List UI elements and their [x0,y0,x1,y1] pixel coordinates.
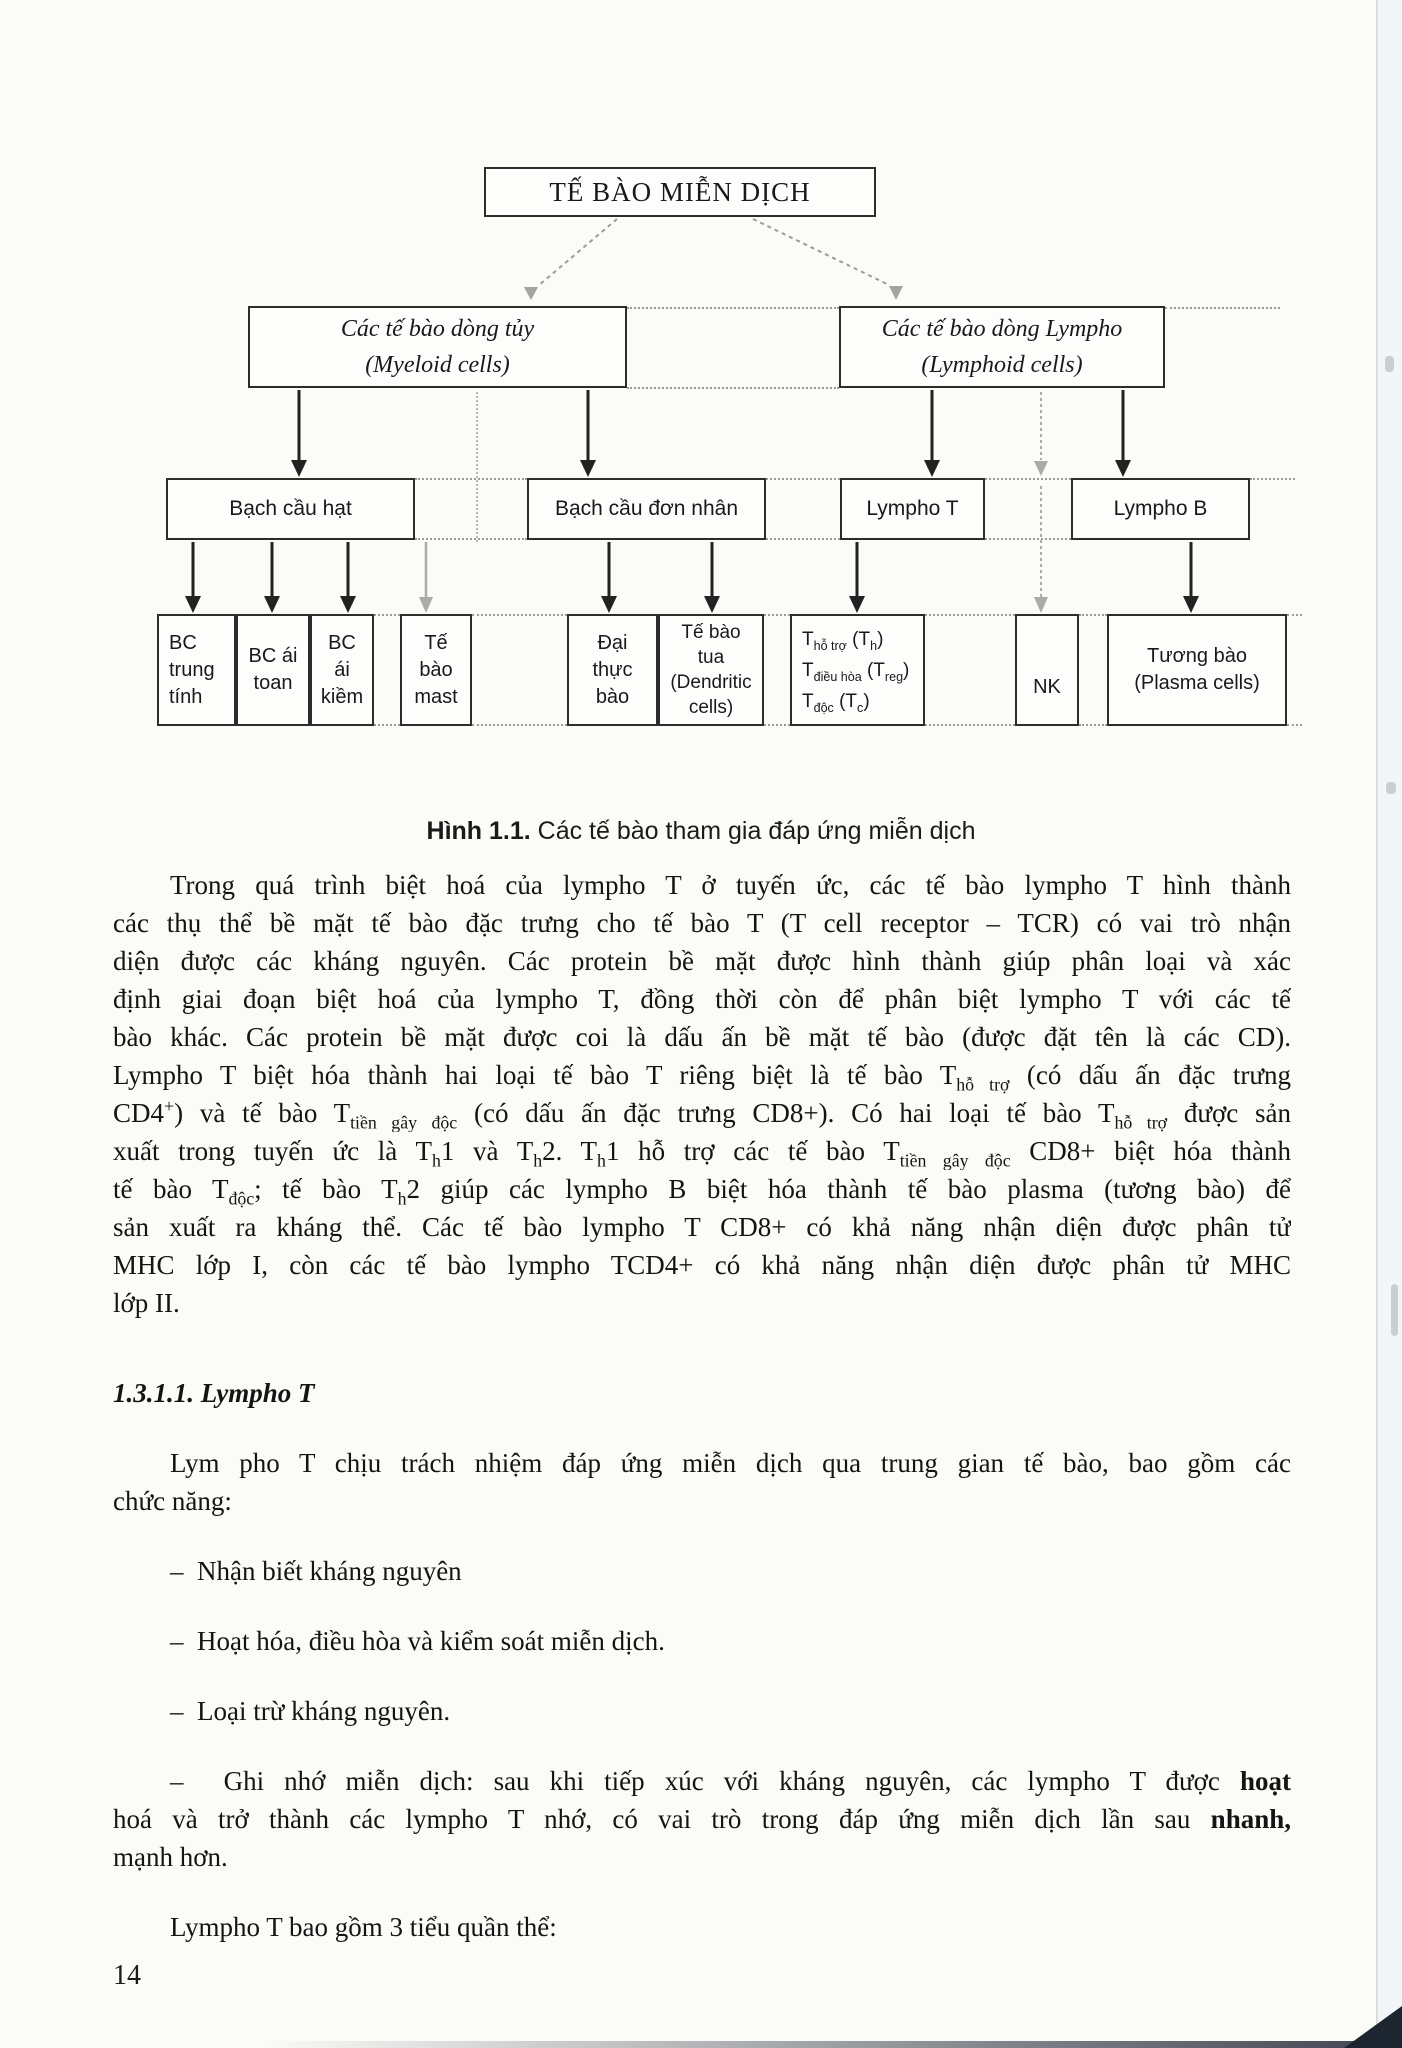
scan-grid-artifact [1079,724,1107,726]
scan-smudge [1386,782,1396,794]
scan-grid-artifact [925,614,1015,616]
text-line: thực [592,658,633,681]
node-bc-ai-toan [236,614,310,726]
node-label: Lympho B [1113,497,1208,520]
text-line: – Loại trừ kháng nguyên. [170,1696,451,1726]
text-line: Trong quá trình biệt hoá của lympho T ở tuyến ức, các tế bào lympho T hình thành [170,870,1291,900]
scan-grid-artifact [627,387,839,389]
node-immune-cells [484,167,876,217]
scan-grid-artifact [764,724,790,726]
scan-grid-artifact [985,478,1071,480]
text-line: ái [334,658,350,681]
scan-grid-artifact [1250,478,1295,480]
scan-smudge [1385,356,1394,372]
text-line: Tương bào [1147,645,1247,667]
node-label: Bạch cầu hạt [229,497,352,520]
text-line: mạnh hơn. [113,1842,228,1872]
text-line: TẾ BÀO MIỄN DỊCH [549,177,811,207]
text-line: kiềm [320,685,364,708]
text-line: Các tế bào dòng Lympho [881,316,1123,342]
text-line: bào khác. Các protein bề mặt được coi là dấu ấn bề mặt tế bào (được đặt tên là các CD). [113,1022,1291,1052]
node-dai-thuc-bao [567,614,658,726]
scan-grid-artifact [472,724,567,726]
text-line: hoá và trở thành các lympho T nhớ, có vai trò trong đáp ứng miễn dịch lần sau nhanh, [113,1804,1291,1834]
node-lympho-t [840,478,985,540]
scan-grid-artifact [766,538,840,540]
text-line: (Lymphoid cells) [921,352,1083,378]
node-monocytes [527,478,766,540]
node-nk [1015,614,1079,726]
scan-grid-artifact [925,724,1015,726]
text-line: BC [169,631,197,654]
node-label: Bạch cầu đơn nhân [554,497,739,520]
text-line: Lympho T biệt hóa thành hai loại tế bào T riêng biệt là tế bào $T_{hỗ trợ}$ (có dấu ấn đặc trưng [113,1060,1291,1094]
text-line: CD4+) và tế bào $T_{tiền gây độc}$ (có dấu ấn đặc trưng CD8+). Có hai loại tế bào $T_{hỗ trợ}$ được sản [113,1096,1291,1132]
node-lympho-b [1071,478,1250,540]
text-line: MHC lớp I, còn các tế bào lympho TCD4+ có khả năng nhận diện được phân tử MHC [113,1250,1291,1280]
scan-grid-artifact [415,538,527,540]
text-line: Các tế bào dòng tủy [340,316,535,342]
node-dendritic-cells [658,614,764,726]
text-line: xuất trong tuyến ức là $T_h1$ và $T_h2$. $T_h1$ hỗ trợ các tế bào $T_{tiền gây độc}$ CD8+ biệt hóa thành [113,1136,1291,1170]
scan-grid-artifact [764,614,790,616]
node-t-subsets [790,614,925,726]
scan-grid-artifact [374,724,400,726]
node-label: Lympho T [866,497,959,520]
node-bc-ai-kiem [310,614,374,726]
scan-grid-artifact [766,478,840,480]
text-line: lớp II. [113,1288,180,1318]
scan-grid-artifact [374,614,400,616]
text-line: – Hoạt hóa, điều hòa và kiểm soát miễn dịch. [170,1626,665,1656]
text-line: bào [419,658,453,681]
text-line: 1.3.1.1. Lympho T [113,1378,315,1408]
scan-grid-artifact [472,614,567,616]
text-line: sản xuất ra kháng thể. Các tế bào lympho T CD8+ có khả năng nhận diện được phân tử [113,1212,1291,1242]
figure-caption [0,812,1402,850]
text-line: mast [414,685,458,708]
page-corner-mark [1344,2006,1402,2048]
text-line: $T_{điều hòa}$ $(T_{reg})$ [802,659,910,684]
text-line: NK [1033,675,1061,698]
text-line: diện được các kháng nguyên. Các protein bề mặt được hình thành giúp phân loại và xác [113,946,1291,976]
scan-grid-artifact [1165,307,1280,309]
scan-grid-artifact [627,307,839,309]
body-text [113,866,1291,1946]
node-granulocytes [166,478,415,540]
text-line: trung [169,658,215,681]
node-myeloid-cells [248,306,627,388]
text-line: (Dendritic [670,672,752,693]
text-line: Tế bào [681,622,741,643]
scan-grid-artifact [415,478,527,480]
scan-grid-artifact [476,392,478,542]
page-number: 14 [113,1960,141,1991]
text-line: $T_{hỗ trợ}$ $(T_h)$ [802,628,884,653]
text-line: – Nhận biết kháng nguyên [170,1556,462,1586]
text-line: toan [253,672,293,694]
text-line: Đại [597,631,628,654]
text-line: tế bào $T_{độc}$; tế bào $T_h2$ giúp các lympho B biệt hóa thành tế bào plasma (tương bào) để [113,1174,1291,1208]
node-bc-trung-tinh [157,614,236,726]
node-plasma-cells [1107,614,1287,726]
scan-grid-artifact [1079,614,1107,616]
text-line: – Ghi nhớ miễn dịch: sau khi tiếp xúc với kháng nguyên, các lympho T được hoạt [170,1766,1291,1796]
text-line: tính [169,685,203,708]
page-edge-line [1376,0,1378,2048]
text-line: BC [328,631,356,654]
node-te-bao-mast [400,614,472,726]
text-line: tua [697,647,725,668]
text-line: BC ái [248,645,298,667]
scan-grid-artifact [985,538,1071,540]
text-line: (Plasma cells) [1134,672,1260,694]
scan-bottom-shadow [260,2041,1402,2048]
text-line: Lympho T bao gồm 3 tiểu quần thể: [170,1912,557,1942]
text-line: cells) [688,697,734,718]
text-line: chức năng: [113,1486,232,1516]
text-line: bào [595,685,630,708]
scan-grid-artifact [1287,614,1302,616]
text-line: định giai đoạn biệt hoá của lympho T, đồng thời còn để phân biệt lympho T với các tế [113,984,1291,1014]
text-line: Lym pho T chịu trách nhiệm đáp ứng miễn dịch qua trung gian tế bào, bao gồm các [170,1448,1291,1478]
text-line: các thụ thể bề mặt tế bào đặc trưng cho tế bào T (T cell receptor – TCR) có vai trò nhận [113,908,1291,938]
text-line: Hình 1.1. Các tế bào tham gia đáp ứng miễn dịch [426,817,976,845]
text-line: $T_{độc}$ $(T_c)$ [802,690,870,715]
text-line: (Myeloid cells) [365,352,510,378]
text-line: Tế [424,631,448,654]
scan-smudge [1391,1284,1398,1336]
node-lymphoid-cells [839,306,1165,388]
page-edge-tint [1378,0,1402,2048]
scan-grid-artifact [1287,724,1302,726]
